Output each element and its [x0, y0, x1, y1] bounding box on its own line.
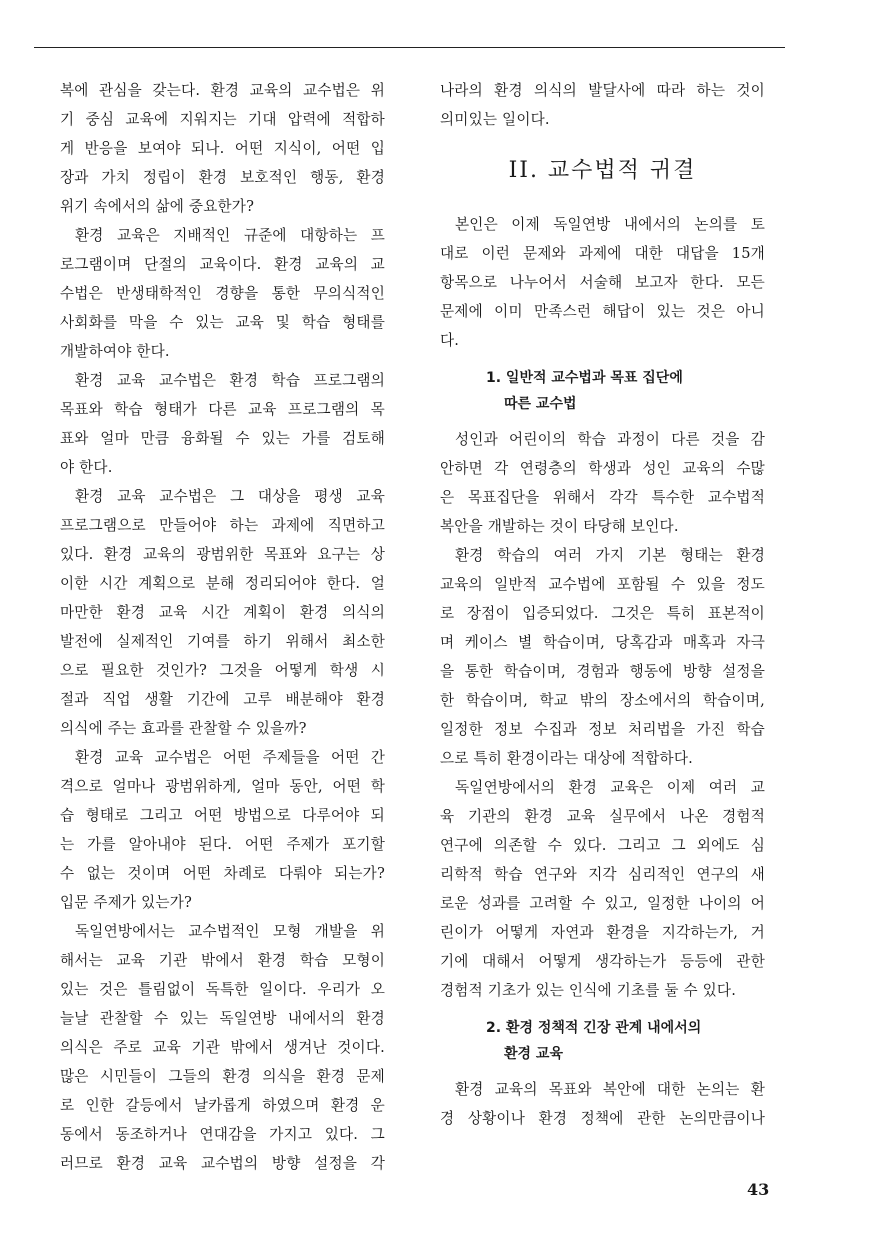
- text-line: 환경 교육 교수법은 환경 학습 프로그램의: [75, 372, 385, 389]
- text-line: 사회화를 막을 수 있는 교육 및 학습 형태를: [60, 314, 385, 331]
- text-line: 환경 교육의 목표와 복안에 대한 논의는 환: [455, 1081, 765, 1098]
- section-paragraph: [440, 210, 765, 355]
- page-number: 43: [747, 1180, 770, 1199]
- text-line: 기 중심 교육에 지워지는 기대 압력에 적합하: [60, 111, 385, 128]
- text-line: 해서는 교육 기관 밖에서 환경 학습 모형이: [60, 952, 385, 969]
- text-line: 나라의 환경 의식의 발달사에 따라 하는 것이: [440, 82, 765, 99]
- text-line: 마만한 환경 교육 시간 계획이 환경 의식의: [60, 604, 385, 621]
- text-line: 개발하여야 한다.: [60, 343, 170, 360]
- text-line: 러므로 환경 교육 교수법의 방향 설정을 각: [60, 1155, 385, 1172]
- subheading-1: [440, 365, 765, 417]
- text-line: 습 형태로 그리고 어떤 방법으로 다루어야 되: [60, 807, 385, 824]
- subsection-2-text: [440, 1075, 765, 1133]
- text-line: 며 케이스 별 학습이며, 당혹감과 매혹과 자극: [440, 634, 765, 651]
- text-line: 복안을 개발하는 것이 타당해 보인다.: [440, 518, 679, 535]
- subsection-1-text: [440, 425, 765, 1005]
- text-line: 을 통한 학습이며, 경험과 행동에 방향 설정을: [440, 663, 765, 680]
- text-line: 프로그램으로 만들어야 하는 과제에 직면하고: [60, 517, 385, 534]
- text-line: 본인은 이제 독일연방 내에서의 논의를 토: [455, 216, 765, 233]
- text-line: 은 목표집단을 위해서 각각 특수한 교수법적: [440, 489, 765, 506]
- text-line: 장과 가치 정립이 환경 보호적인 행동, 환경: [60, 169, 385, 186]
- text-line: 로그램이며 단절의 교육이다. 환경 교육의 교: [60, 256, 385, 273]
- section-title: II. 교수법적 귀결: [508, 158, 697, 183]
- text-line: 많은 시민들이 그들의 환경 의식을 환경 문제: [60, 1068, 385, 1085]
- text-line: 복에 관심을 갖는다. 환경 교육의 교수법은 위: [60, 82, 385, 99]
- text-line: 육 기관의 환경 교육 실무에서 나온 경험적: [440, 808, 765, 825]
- text-line: 으로 필요한 것인가? 그것을 어떻게 학생 시: [60, 662, 385, 679]
- text-line: 문제에 이미 만족스런 해답이 있는 것은 아니: [440, 303, 765, 320]
- subheading-2: [440, 1015, 765, 1067]
- text-line: 로 장점이 입증되었다. 그것은 특히 표본적이: [440, 605, 765, 622]
- text-line: 야 한다.: [60, 459, 113, 476]
- text-line: 동에서 동조하거나 연대감을 가지고 있다. 그: [60, 1126, 385, 1143]
- text-line: 교육의 일반적 교수법에 포함될 수 있을 정도: [440, 576, 765, 593]
- text-line: 수법은 반생태학적인 경향을 통한 무의식적인: [60, 285, 385, 302]
- text-line: 는 가를 알아내야 된다. 어떤 주제가 포기할: [60, 836, 385, 853]
- text-line: 입문 주제가 있는가?: [60, 894, 193, 911]
- text-line: 늘날 관찰할 수 있는 독일연방 내에서의 환경: [60, 1010, 385, 1027]
- text-line: 있다. 환경 교육의 광범위한 목표와 요구는 상: [60, 546, 385, 563]
- text-line: 환경 학습의 여러 가지 기본 형태는 환경: [455, 547, 765, 564]
- text-line: 연구에 의존할 수 있다. 그리고 그 외에도 심: [440, 837, 765, 854]
- subheading-1-line2: 따른 교수법: [504, 396, 577, 412]
- text-line: 한 학습이며, 학교 밖의 장소에서의 학습이며,: [440, 692, 765, 709]
- text-line: 환경 교육은 지배적인 규준에 대항하는 프: [75, 227, 385, 244]
- text-line: 표와 얼마 만큼 융화될 수 있는 가를 검토해: [60, 430, 385, 447]
- right-column: [440, 76, 765, 1133]
- text-line: 린이가 어떻게 자연과 환경을 지각하는가, 거: [440, 924, 765, 941]
- text-line: 위기 속에서의 삶에 중요한가?: [60, 198, 255, 215]
- text-line: 리학적 학습 연구와 지각 심리적인 연구의 새: [440, 866, 765, 883]
- text-line: 기에 대해서 어떻게 생각하는가 등등에 관한: [440, 953, 765, 970]
- text-line: 경험적 기초가 있는 인식에 기초를 둘 수 있다.: [440, 982, 737, 999]
- text-line: 환경 교육 교수법은 그 대상을 평생 교육: [75, 488, 385, 505]
- text-line: 의미있는 일이다.: [440, 111, 550, 128]
- subheading-2-line1: 2. 환경 정책적 긴장 관계 내에서의: [486, 1020, 702, 1036]
- text-line: 항목으로 나누어서 서술해 보고자 한다. 모든: [440, 274, 765, 291]
- left-column: [60, 76, 385, 1178]
- text-line: 대로 이런 문제와 과제에 대한 대답을 15개: [440, 245, 765, 262]
- text-line: 환경 교육 교수법은 어떤 주제들을 어떤 간: [75, 749, 385, 766]
- text-line: 이한 시간 계획으로 분해 정리되어야 한다. 얼: [60, 575, 385, 592]
- text-line: 로 인한 갈등에서 날카롭게 하였으며 환경 운: [60, 1097, 385, 1114]
- right-intro-paragraph: [440, 76, 765, 134]
- text-line: 로운 성과를 고려할 수 있고, 일정한 나이의 어: [440, 895, 765, 912]
- text-line: 으로 특히 환경이라는 대상에 적합하다.: [440, 750, 693, 767]
- text-line: 목표와 학습 형태가 다른 교육 프로그램의 목: [60, 401, 385, 418]
- text-line: 의식에 주는 효과를 관찰할 수 있을까?: [60, 720, 307, 737]
- text-line: 독일연방에서는 교수법적인 모형 개발을 위: [75, 923, 385, 940]
- text-line: 수 없는 것이며 어떤 차례로 다뤄야 되는가?: [60, 865, 385, 882]
- header-rule: [34, 47, 785, 48]
- text-line: 경 상황이나 환경 정책에 관한 논의만큼이나: [440, 1110, 765, 1127]
- text-line: 다.: [440, 332, 460, 349]
- subheading-1-line1: 1. 일반적 교수법과 목표 집단에: [486, 370, 683, 386]
- subheading-2-line2: 환경 교육: [504, 1046, 563, 1062]
- text-line: 성인과 어린이의 학습 과정이 다른 것을 감: [455, 431, 765, 448]
- text-line: 있는 것은 틀림없이 독특한 일이다. 우리가 오: [60, 981, 385, 998]
- text-line: 안하면 각 연령층의 학생과 성인 교육의 수많: [440, 460, 765, 477]
- text-line: 의식은 주로 교육 기관 밖에서 생겨난 것이다.: [60, 1039, 385, 1056]
- text-line: 독일연방에서의 환경 교육은 이제 여러 교: [455, 779, 765, 796]
- text-line: 발전에 실제적인 기여를 하기 위해서 최소한: [60, 633, 385, 650]
- text-line: 격으로 얼마나 광범위하게, 얼마 동안, 어떤 학: [60, 778, 385, 795]
- text-line: 게 반응을 보여야 되나. 어떤 지식이, 어떤 입: [60, 140, 385, 157]
- text-line: 일정한 정보 수집과 정보 처리법을 가진 학습: [440, 721, 765, 738]
- text-line: 절과 직업 생활 기간에 고루 배분해야 환경: [60, 691, 385, 708]
